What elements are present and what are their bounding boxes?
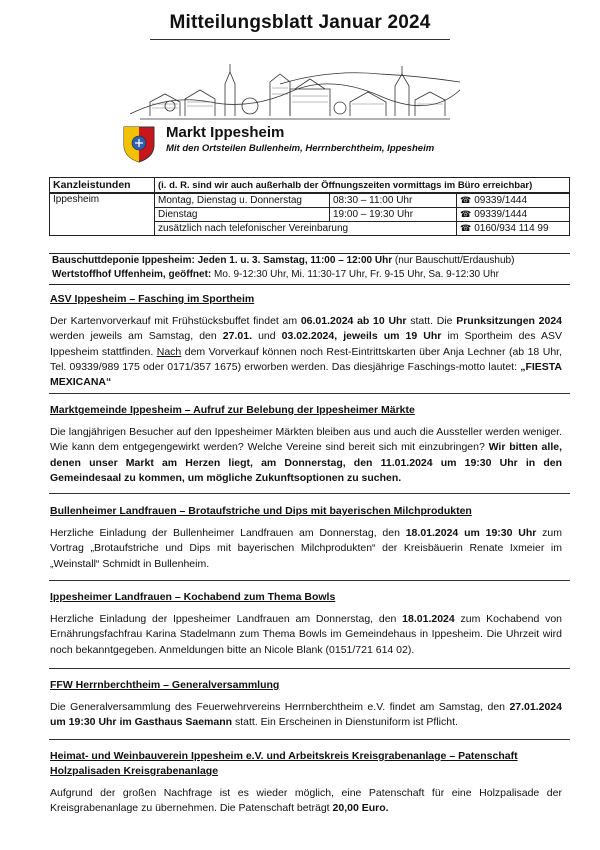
hours-phone-cell (457, 208, 570, 222)
hours-time: 08:30 – 11:00 Uhr (330, 193, 457, 208)
section-heading-heimatverein: Heimat- und Weinbauverein Ippesheim e.V. und Arbeitskreis Kreisgrabenanlage – Patenschaft (50, 750, 518, 762)
divider (49, 668, 570, 669)
waste-line-1 (52, 255, 514, 266)
phone-icon: ☎ (460, 195, 472, 205)
section-heading-ffw: FFW Herrnberchtheim – Generalversammlung (50, 679, 280, 691)
waste-line-2-bold: Wertstoffhof Uffenheim, geöffnet: (52, 269, 212, 280)
section-text-markt: Die langjährigen Besucher auf den Ippesheimer Märkten bleiben aus und auch die Aussteller werden weniger. Wie kann dem entgegengewirkt werden? Welche Vereine sind bereit sich mit einzubringen? Wir bitten alle, denen unser Markt am Herzen liegt, am Donnerstag, den 11.01.2024 um 19:30 Uhr in den Gemeindesaal zu kommen, um mögliche Zukunftsoptionen zu suchen. (50, 426, 562, 484)
hours-note: (i. d. R. sind wir auch außerhalb der Öffnungszeiten vormittags im Büro erreichbar) (155, 178, 570, 194)
hours-heading: Kanzleistunden (50, 178, 155, 194)
hours-days: Montag, Dienstag u. Donnerstag (155, 193, 330, 208)
waste-line-1-rest: (nur Bauschutt/Erdaushub) (392, 255, 515, 266)
hours-place: Ippesheim (50, 193, 155, 236)
section-text-heimatverein: Aufgrund der großen Nachfrage ist es wieder möglich, eine Patenschaft für eine Holzpalisade der Kreisgrabenanlage zu übernehmen. Die Patenschaft beträgt 20,00 Euro. (50, 787, 562, 815)
org-subtitle: Mit den Ortsteilen Bullenheim, Herrnberchtheim, Ippesheim (166, 143, 435, 154)
page-title: Mitteilungsblatt Januar 2024 (169, 12, 431, 33)
table-row (50, 193, 570, 208)
org-name: Markt Ippesheim (166, 124, 285, 141)
hours-phone-cell (457, 222, 570, 236)
section-heading-bullenheim: Bullenheimer Landfrauen – Brotaufstriche und Dips mit bayerischen Milchprodukten (50, 505, 472, 517)
section-heading-asv: ASV Ippesheim – Fasching im Sportheim (50, 293, 255, 305)
section-heading-markt: Marktgemeinde Ippesheim – Aufruf zur Belebung der Ippesheimer Märkte (50, 404, 415, 416)
section-text-bullenheim: Herzliche Einladung der Bullenheimer Landfrauen am Donnerstag, den 18.01.2024 um 19:30 Uhr zum Vortrag „Brotaufstriche und Dips mit bayerischen Milchprodukten“ der Kreisbäuerin Renate Ixmeier im „Weinstall“ Schmidt in Bullenheim. (50, 527, 562, 570)
divider (49, 493, 570, 494)
section-heading-heimatverein-line2: Holzpalisaden Kreisgrabenanlage (50, 765, 219, 777)
table-header-row (50, 178, 570, 194)
phone-icon: ☎ (460, 209, 472, 219)
hours-days: zusätzlich nach telefonischer Vereinbarung (155, 222, 457, 236)
section-text-ippesheim-landfrauen: Herzliche Einladung der Ippesheimer Landfrauen am Donnerstag, den 18.01.2024 zum Kochabend von Ernährungsfachfrau Karina Stadelmann zum Thema Bowls im Gemeindehaus in Ippesheim. Die Uhrzeit wird noch bekanntgegeben. Anmeldungen bitte an Nicole Blank (0151/721 614 02). (50, 613, 562, 656)
divider (49, 739, 570, 740)
phone-icon: ☎ (460, 223, 472, 233)
divider (49, 393, 570, 394)
hours-phone-cell (457, 193, 570, 208)
hours-days: Dienstag (155, 208, 330, 222)
section-heading-ippesheim-landfrauen: Ippesheimer Landfrauen – Kochabend zum Thema Bowls (50, 591, 336, 603)
office-hours-table (49, 177, 570, 236)
hours-phone: 09339/1444 (474, 209, 528, 220)
section-text-ffw: Die Generalversammlung des Feuerwehrvereins Herrnberchtheim e.V. findet am Samstag, den 27.01.2024 um 19:30 Uhr im Gasthaus Saemann statt. Ein Erscheinen in Dienstuniform ist Pflicht. (50, 701, 562, 729)
hours-time: 19:00 – 19:30 Uhr (330, 208, 457, 222)
hours-phone: 09339/1444 (474, 195, 528, 206)
hours-phone: 0160/934 114 99 (474, 223, 549, 234)
coat-of-arms-icon (122, 125, 156, 163)
title-underline (150, 39, 450, 40)
waste-line-1-bold: Bauschuttdeponie Ippesheim: Jeden 1. u. 3. Samstag, 11:00 – 12:00 Uhr (52, 255, 393, 266)
divider (49, 580, 570, 581)
waste-line-2 (52, 269, 499, 280)
village-sketch-image (130, 44, 460, 122)
section-text-asv: Der Kartenvorverkauf mit Frühstücksbuffet findet am 06.01.2024 ab 10 Uhr statt. Die Prunksitzungen 2024 werden jeweils am Samstag, den 27.01. und 03.02.2024, jeweils um 19 Uhr im Sportheim des ASV Ippesheim stattfinden. Nach dem Vorverkauf können noch Rest-Eintrittskarten über Anja Lechner (ab 18 Uhr, Tel. 09339/989 175 oder 0171/357 1675) erworben werden. Das diesjährige Faschings-motto lautet: „FIESTA MEXICANA“ (50, 315, 563, 389)
waste-line-2-rest: Mo. 9-12:30 Uhr, Mi. 11:30-17 Uhr, Fr. 9-15 Uhr, Sa. 9-12:30 Uhr (211, 269, 499, 280)
